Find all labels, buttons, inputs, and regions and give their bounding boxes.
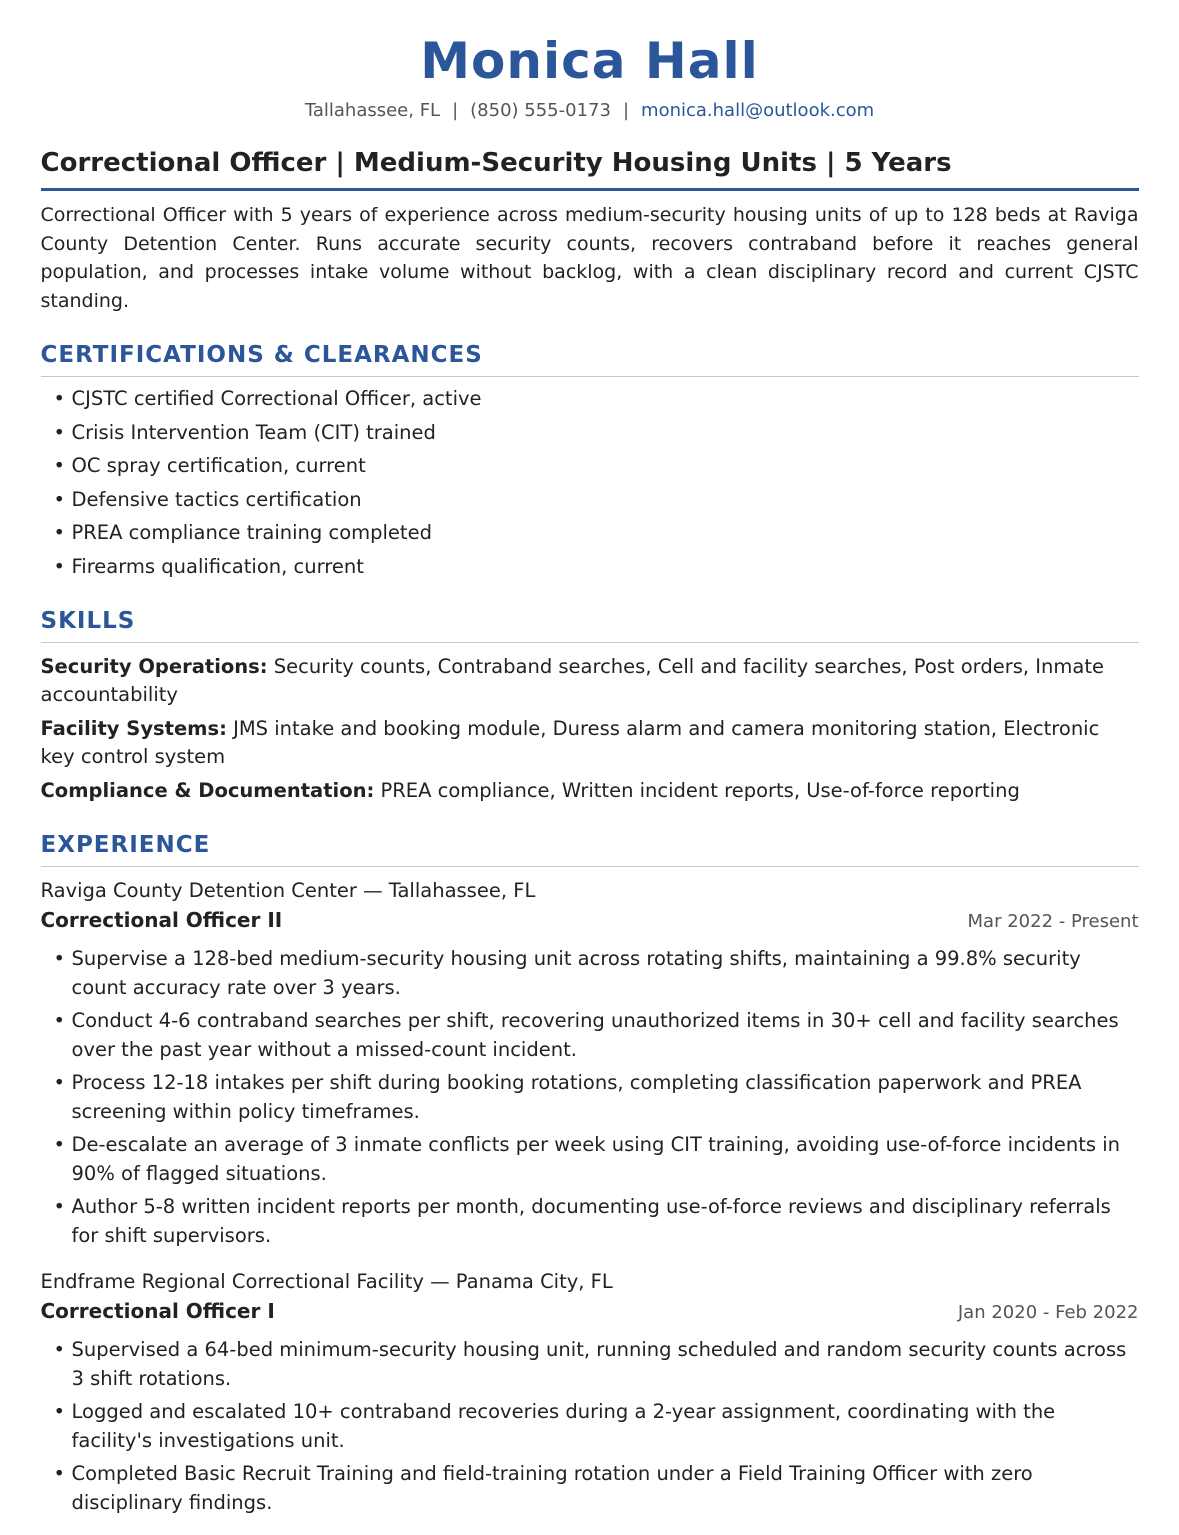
- job-company: Raviga County Detention Center — Tallahassee, FL: [40, 879, 536, 902]
- job-entry: [41, 1268, 1139, 1517]
- job-title: Correctional Officer I: [40, 1299, 275, 1323]
- list-item: • Conduct 4-6 contraband searches per shift, recovering unauthorized items in 30+ cell and facility searches over the past year without a missed-count incident.: [41, 1007, 1139, 1064]
- job-entry: [41, 877, 1139, 1250]
- job-bullets: [41, 1336, 1139, 1517]
- candidate-name: Monica Hall: [420, 32, 759, 90]
- job-bullets: [41, 945, 1139, 1250]
- professional-summary: Correctional Officer with 5 years of experience across medium-security housing units of up to 128 beds at Raviga County Detention Center. Runs accurate security counts, recovers contraband before it reaches general population, and processes intake volume without backlog, with a clean disciplinary record and current CJSTC standing.: [40, 204, 1139, 312]
- list-item: • Firearms qualification, current: [41, 553, 1139, 582]
- contact-line: [41, 98, 1139, 124]
- certifications-list: [41, 385, 1139, 581]
- job-dates: Mar 2022 - Present: [967, 911, 1139, 932]
- section-title-certifications: CERTIFICATIONS & CLEARANCES: [41, 339, 1139, 377]
- resume-headline: Correctional Officer | Medium-Security Housing Units | 5 Years: [41, 146, 1139, 191]
- contact-email-link[interactable]: monica.hall@outlook.com: [641, 100, 875, 121]
- contact-separator: |: [452, 100, 459, 121]
- contact-location: Tallahassee, FL: [304, 100, 441, 121]
- list-item: • Crisis Intervention Team (CIT) trained: [41, 419, 1139, 448]
- contact-phone: (850) 555-0173: [470, 100, 611, 121]
- list-item: • Logged and escalated 10+ contraband recoveries during a 2-year assignment, coordinating with the facility's investigations unit.: [41, 1398, 1139, 1455]
- list-item: • Completed Basic Recruit Training and field-training rotation under a Field Training Officer with zero disciplinary findings.: [41, 1460, 1139, 1517]
- skill-value: JMS intake and booking module, Duress alarm and camera monitoring station, Electronic key control system: [40, 717, 1100, 768]
- list-item: • OC spray certification, current: [41, 452, 1139, 481]
- skill-label: Compliance & Documentation:: [40, 779, 375, 802]
- skill-row-facility-systems: [41, 715, 1139, 771]
- skill-value: Security counts, Contraband searches, Cell and facility searches, Post orders, Inmate accountability: [40, 655, 1105, 706]
- list-item: • Author 5-8 written incident reports per month, documenting use-of-force reviews and disciplinary referrals for shift supervisors.: [41, 1193, 1139, 1250]
- job-dates: Jan 2020 - Feb 2022: [957, 1302, 1139, 1323]
- list-item: • PREA compliance training completed: [41, 519, 1139, 548]
- resume-page: [41, 0, 1139, 1517]
- list-item: • Process 12-18 intakes per shift during booking rotations, completing classification paperwork and PREA screening within policy timeframes.: [41, 1069, 1139, 1126]
- skill-value: PREA compliance, Written incident reports, Use-of-force reporting: [380, 779, 1020, 802]
- contact-separator: |: [622, 100, 630, 121]
- skill-label: Facility Systems:: [40, 717, 227, 740]
- skill-row-security-operations: [41, 653, 1139, 709]
- skills-block: [41, 653, 1139, 805]
- job-role-line: [41, 1296, 1139, 1328]
- list-item: • Supervise a 128-bed medium-security housing unit across rotating shifts, maintaining a 99.8% security count accuracy rate over 3 years.: [41, 945, 1139, 1002]
- job-company: Endframe Regional Correctional Facility — Panama City, FL: [40, 1270, 613, 1293]
- section-title-experience: EXPERIENCE: [41, 829, 1139, 867]
- list-item: • De-escalate an average of 3 inmate conflicts per week using CIT training, avoiding use-of-force incidents in 90% of flagged situations.: [41, 1131, 1139, 1188]
- job-role-line: [41, 905, 1139, 937]
- section-title-skills: SKILLS: [41, 605, 1139, 643]
- skill-row-compliance-documentation: [41, 777, 1139, 805]
- list-item: • Supervised a 64-bed minimum-security housing unit, running scheduled and random security counts across 3 shift rotations.: [41, 1336, 1139, 1393]
- list-item: • CJSTC certified Correctional Officer, active: [41, 385, 1139, 414]
- list-item: • Defensive tactics certification: [41, 486, 1139, 515]
- job-title: Correctional Officer II: [40, 908, 283, 932]
- skill-label: Security Operations:: [40, 655, 268, 678]
